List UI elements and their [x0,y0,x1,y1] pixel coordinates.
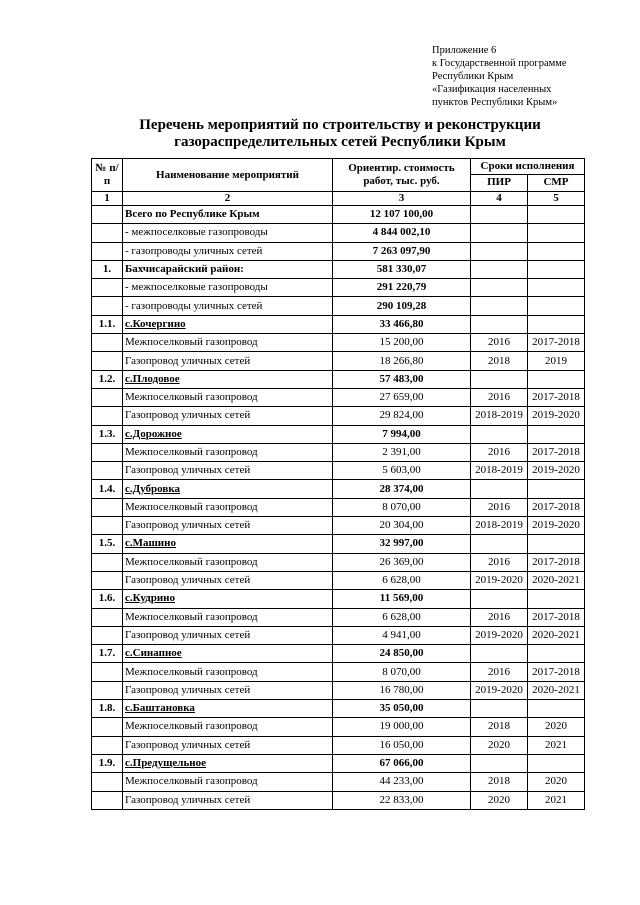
table-row [92,754,585,772]
row-pir [471,279,528,297]
row-smr: 2017-2018 [528,498,585,516]
row-pir [471,754,528,772]
title-line-2: газораспределительных сетей Республики Крым [174,134,506,150]
row-smr [528,480,585,498]
table-row [92,663,585,681]
row-cost: 33 466,80 [333,315,471,333]
header-terms: Сроки исполнения [471,159,585,175]
row-smr [528,297,585,315]
header-name: Наименование мероприятий [123,159,333,192]
row-number [92,626,123,644]
table-row [92,700,585,718]
table-row [92,407,585,425]
col-number-1: 1 [92,192,123,206]
row-name: Межпоселковый газопровод [123,388,333,406]
table-row [92,480,585,498]
row-number [92,791,123,809]
row-name: Газопровод уличных сетей [123,626,333,644]
table-row [92,279,585,297]
row-smr [528,206,585,224]
row-cost: 28 374,00 [333,480,471,498]
row-cost: 291 220,79 [333,279,471,297]
row-pir [471,590,528,608]
table-row [92,681,585,699]
row-number: 1.7. [92,645,123,663]
col-number-4: 4 [471,192,528,206]
document-title [60,117,620,151]
row-name: Межпоселковый газопровод [123,498,333,516]
row-name: с.Машино [123,535,333,553]
appendix-line: Приложение 6 [432,45,497,56]
row-pir: 2016 [471,498,528,516]
col-number-2: 2 [123,192,333,206]
table-row [92,773,585,791]
row-name: с.Плодовое [123,370,333,388]
row-pir: 2019-2020 [471,626,528,644]
row-cost: 290 109,28 [333,297,471,315]
row-name: Межпоселковый газопровод [123,334,333,352]
row-pir: 2020 [471,791,528,809]
row-pir [471,297,528,315]
row-cost: 8 070,00 [333,498,471,516]
row-number: 1.6. [92,590,123,608]
row-number [92,718,123,736]
row-number: 1.4. [92,480,123,498]
row-pir: 2016 [471,334,528,352]
row-number [92,407,123,425]
row-name: - межпоселковые газопроводы [123,224,333,242]
row-smr [528,535,585,553]
row-pir: 2018-2019 [471,462,528,480]
row-smr: 2017-2018 [528,334,585,352]
row-pir [471,370,528,388]
row-smr: 2017-2018 [528,663,585,681]
table-row [92,553,585,571]
row-name: Газопровод уличных сетей [123,791,333,809]
row-smr: 2020-2021 [528,571,585,589]
row-smr [528,279,585,297]
row-smr: 2017-2018 [528,388,585,406]
table-row [92,242,585,260]
table-row [92,462,585,480]
table-row [92,443,585,461]
row-number [92,571,123,589]
header-pir: ПИР [471,174,528,191]
appendix-line: «Газификация населенных [432,84,552,95]
row-name: Межпоселковый газопровод [123,443,333,461]
row-pir [471,315,528,333]
row-pir: 2018-2019 [471,517,528,535]
row-number [92,462,123,480]
row-cost: 6 628,00 [333,571,471,589]
row-cost: 32 997,00 [333,535,471,553]
appendix-note [432,44,632,109]
row-number [92,443,123,461]
row-name: Межпоселковый газопровод [123,773,333,791]
row-name: Газопровод уличных сетей [123,462,333,480]
row-cost: 16 780,00 [333,681,471,699]
row-pir [471,480,528,498]
row-name: с.Дорожное [123,425,333,443]
table-body [92,206,585,810]
table-row [92,736,585,754]
row-pir: 2018-2019 [471,407,528,425]
row-smr: 2020 [528,773,585,791]
row-cost: 18 266,80 [333,352,471,370]
row-pir: 2016 [471,553,528,571]
row-number [92,334,123,352]
row-name: Газопровод уличных сетей [123,517,333,535]
row-cost: 5 603,00 [333,462,471,480]
col-number-3: 3 [333,192,471,206]
row-pir: 2018 [471,773,528,791]
row-pir [471,206,528,224]
row-name: Межпоселковый газопровод [123,553,333,571]
table-row [92,535,585,553]
row-name: с.Дубровка [123,480,333,498]
row-cost: 15 200,00 [333,334,471,352]
table-row [92,224,585,242]
row-smr: 2019-2020 [528,462,585,480]
row-number [92,498,123,516]
table-row [92,388,585,406]
col-number-5: 5 [528,192,585,206]
table-row [92,608,585,626]
row-number [92,242,123,260]
row-smr: 2020-2021 [528,681,585,699]
row-name: Межпоселковый газопровод [123,663,333,681]
appendix-line: пунктов Республики Крым» [432,97,558,108]
row-smr [528,370,585,388]
row-number [92,663,123,681]
row-name: - газопроводы уличных сетей [123,297,333,315]
row-pir [471,242,528,260]
row-number [92,352,123,370]
row-pir: 2020 [471,736,528,754]
row-pir [471,700,528,718]
row-smr [528,242,585,260]
row-number: 1.2. [92,370,123,388]
row-cost: 24 850,00 [333,645,471,663]
row-pir: 2016 [471,608,528,626]
row-number [92,206,123,224]
row-cost: 16 050,00 [333,736,471,754]
row-cost: 26 369,00 [333,553,471,571]
row-number [92,553,123,571]
table-row [92,297,585,315]
row-cost: 7 994,00 [333,425,471,443]
row-smr: 2021 [528,791,585,809]
table-row [92,645,585,663]
row-cost: 11 569,00 [333,590,471,608]
appendix-line: к Государственной программе [432,58,567,69]
row-number [92,224,123,242]
table-row [92,425,585,443]
row-pir: 2016 [471,443,528,461]
row-pir: 2019-2020 [471,681,528,699]
row-cost: 29 824,00 [333,407,471,425]
table-row [92,590,585,608]
row-name: Межпоселковый газопровод [123,608,333,626]
row-cost: 581 330,07 [333,260,471,278]
row-pir [471,645,528,663]
row-cost: 27 659,00 [333,388,471,406]
row-number [92,297,123,315]
row-cost: 8 070,00 [333,663,471,681]
table-row [92,571,585,589]
header-cost: Ориентир. стоимость работ, тыс. руб. [333,159,471,192]
row-smr [528,700,585,718]
table-row [92,626,585,644]
row-name: с.Баштановка [123,700,333,718]
row-name: - межпоселковые газопроводы [123,279,333,297]
row-smr [528,224,585,242]
table-row [92,498,585,516]
row-cost: 7 263 097,90 [333,242,471,260]
row-cost: 12 107 100,00 [333,206,471,224]
table-row [92,791,585,809]
row-smr [528,425,585,443]
row-name: с.Кочергино [123,315,333,333]
row-name: Газопровод уличных сетей [123,681,333,699]
table-row [92,718,585,736]
row-cost: 4 844 002,10 [333,224,471,242]
row-smr: 2019 [528,352,585,370]
table-row [92,260,585,278]
row-cost: 19 000,00 [333,718,471,736]
row-number: 1.3. [92,425,123,443]
row-name: - газопроводы уличных сетей [123,242,333,260]
row-smr: 2021 [528,736,585,754]
row-pir: 2018 [471,718,528,736]
row-name: Газопровод уличных сетей [123,352,333,370]
row-pir: 2016 [471,388,528,406]
table-row [92,334,585,352]
row-name: Межпоселковый газопровод [123,718,333,736]
header-smr: СМР [528,174,585,191]
row-smr [528,645,585,663]
row-number: 1.5. [92,535,123,553]
row-cost: 57 483,00 [333,370,471,388]
header-num: № п/п [92,159,123,192]
row-pir [471,224,528,242]
row-name: Газопровод уличных сетей [123,571,333,589]
row-smr: 2020-2021 [528,626,585,644]
row-smr: 2020 [528,718,585,736]
row-pir: 2018 [471,352,528,370]
row-name: Бахчисарайский район: [123,260,333,278]
row-pir: 2019-2020 [471,571,528,589]
row-cost: 6 628,00 [333,608,471,626]
row-pir [471,425,528,443]
row-number [92,773,123,791]
row-name: Газопровод уличных сетей [123,736,333,754]
row-number: 1.1. [92,315,123,333]
row-smr [528,260,585,278]
table-row [92,315,585,333]
row-cost: 67 066,00 [333,754,471,772]
row-number: 1. [92,260,123,278]
row-number [92,608,123,626]
row-smr [528,315,585,333]
row-smr: 2017-2018 [528,443,585,461]
row-cost: 35 050,00 [333,700,471,718]
row-number [92,736,123,754]
row-cost: 2 391,00 [333,443,471,461]
row-number [92,388,123,406]
row-cost: 20 304,00 [333,517,471,535]
row-pir [471,535,528,553]
row-smr [528,590,585,608]
table-row [92,352,585,370]
table-row [92,206,585,224]
row-name: с.Кудрино [123,590,333,608]
row-smr: 2017-2018 [528,608,585,626]
row-smr [528,754,585,772]
row-pir [471,260,528,278]
row-number [92,279,123,297]
row-number [92,517,123,535]
row-pir: 2016 [471,663,528,681]
row-name: с.Предущельное [123,754,333,772]
row-smr: 2017-2018 [528,553,585,571]
table-row [92,370,585,388]
row-smr: 2019-2020 [528,407,585,425]
row-cost: 4 941,00 [333,626,471,644]
row-number [92,681,123,699]
table-row [92,517,585,535]
measures-table [91,158,585,810]
row-cost: 44 233,00 [333,773,471,791]
row-number: 1.9. [92,754,123,772]
row-number: 1.8. [92,700,123,718]
row-name: с.Синапное [123,645,333,663]
row-smr: 2019-2020 [528,517,585,535]
row-name: Всего по Республике Крым [123,206,333,224]
appendix-line: Республики Крым [432,71,514,82]
row-cost: 22 833,00 [333,791,471,809]
row-name: Газопровод уличных сетей [123,407,333,425]
title-line-1: Перечень мероприятий по строительству и реконструкции [139,117,541,133]
